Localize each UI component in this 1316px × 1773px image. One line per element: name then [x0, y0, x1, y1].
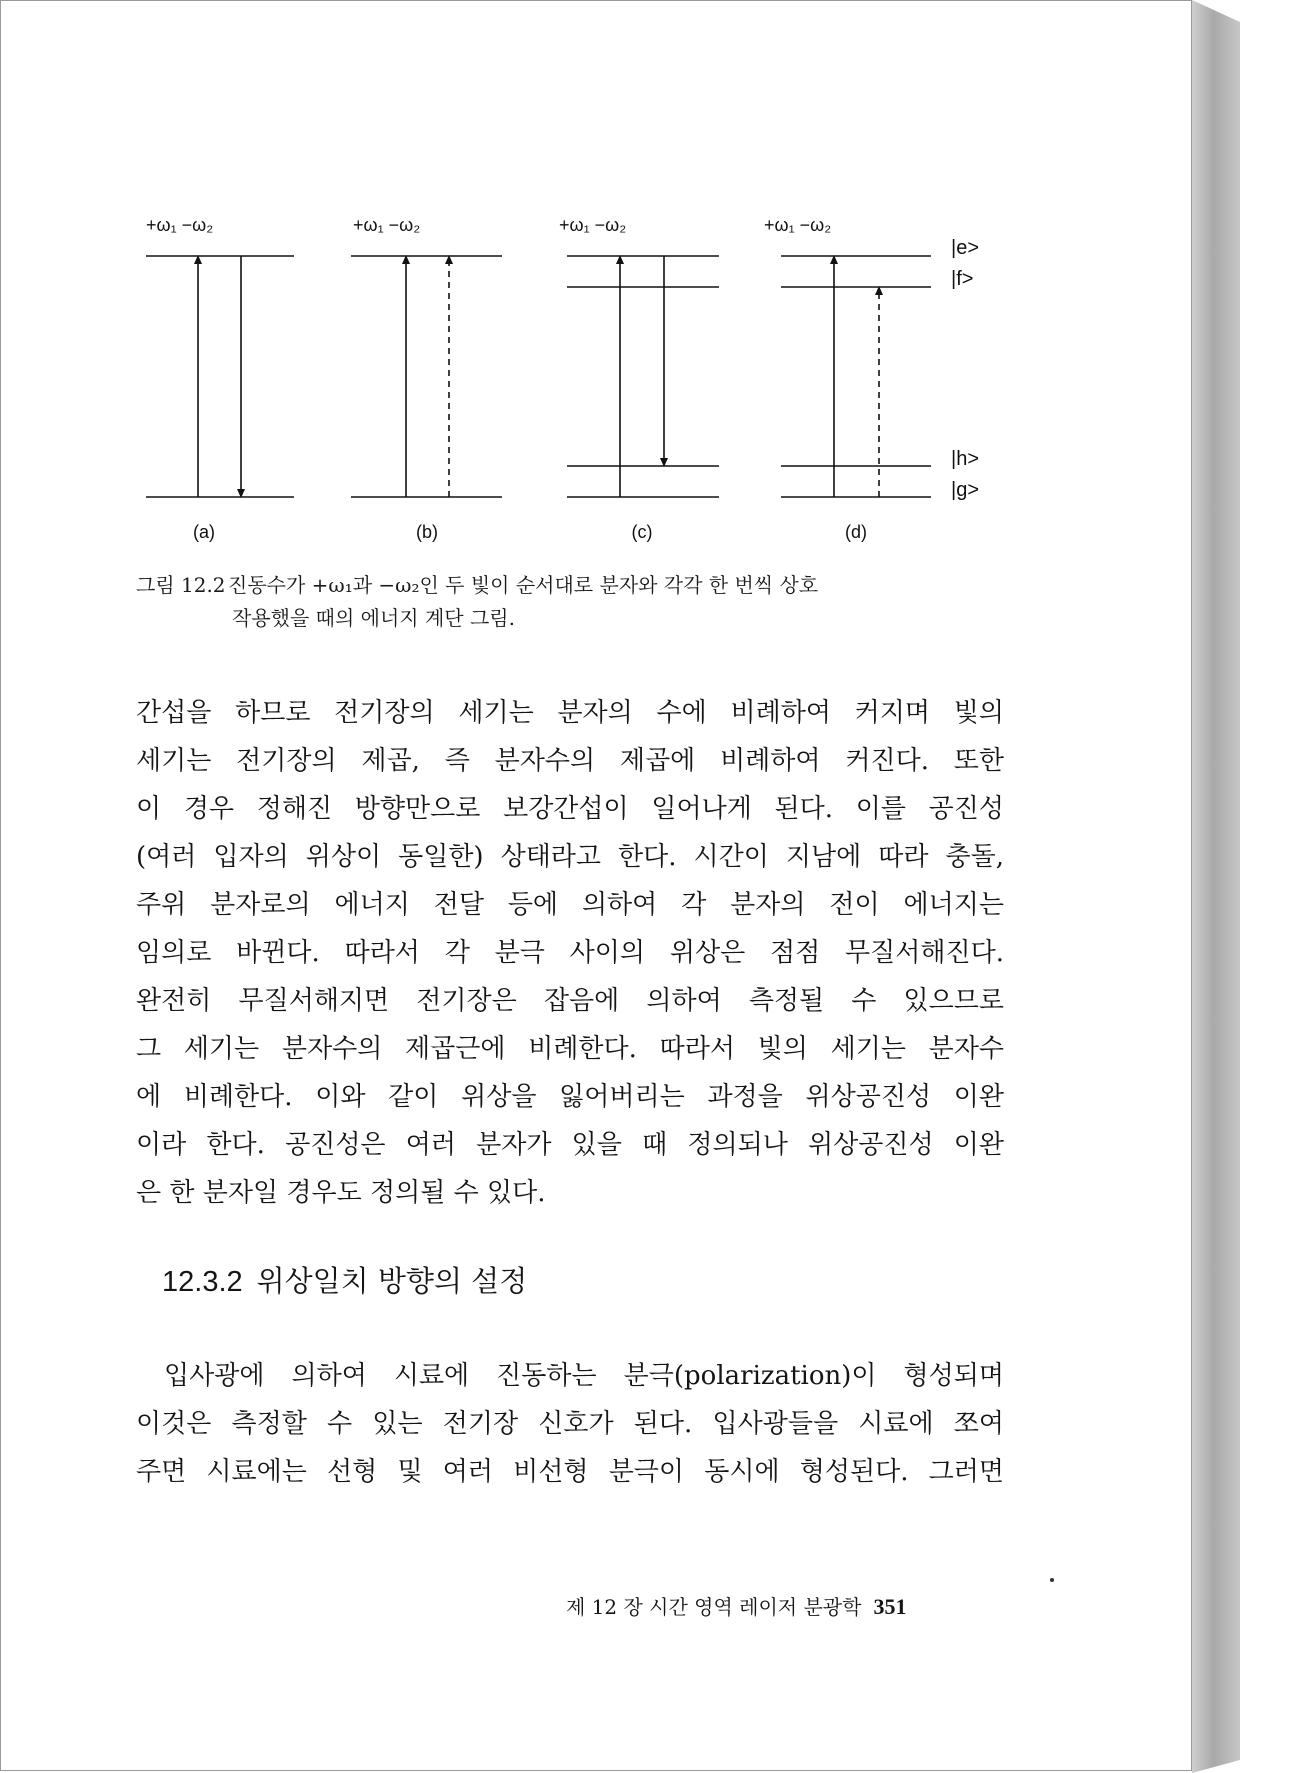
paragraph-1-line: 완전히 무질서해지면 전기장은 잡음에 의하여 측정될 수 있으므로 [136, 986, 1004, 1016]
paragraph-1-line: 이라 한다. 공진성은 여러 분자가 있을 때 정의되나 위상공진성 이완 [136, 1130, 1004, 1160]
paragraph-1-line: 임의로 바뀐다. 따라서 각 분극 사이의 위상은 점점 무질서해진다. [136, 938, 1004, 968]
panel-label-c: (c) [631, 522, 653, 542]
state-label-h: |h> [951, 448, 979, 470]
panel-label-d: (d) [845, 522, 867, 542]
caption-line-2: 작용했을 때의 에너지 계단 그림. [232, 606, 515, 630]
caption-label: 그림 12.2 [136, 573, 226, 597]
panel-label-a: (a) [193, 522, 215, 542]
section-title: 위상일치 방향의 설정 [256, 1264, 528, 1298]
caption-text-1: 진동수가 +ω₁과 −ω₂인 두 빛이 순서대로 분자와 각각 한 번씩 상호 [228, 573, 819, 597]
paragraph-1-line: 은 한 분자일 경우도 정의될 수 있다. [136, 1178, 546, 1208]
paragraph-1-line: 주위 분자로의 에너지 전달 등에 의하여 각 분자의 전이 에너지는 [136, 890, 1004, 920]
paragraph-1-line: 에 비례한다. 이와 같이 위상을 잃어버리는 과정을 위상공진성 이완 [136, 1082, 1004, 1112]
page-number: 351 [873, 1594, 907, 1619]
panel-label-b: (b) [416, 522, 438, 542]
paragraph-2 [136, 1352, 1004, 1496]
running-footer [566, 1591, 906, 1620]
freq-label-d: +ω₁ −ω₂ [764, 215, 832, 235]
paragraph-1-line: 이 경우 정해진 방향만으로 보강간섭이 일어나게 된다. 이를 공진성 [136, 794, 1004, 824]
paragraph-1-line: 세기는 전기장의 제곱, 즉 분자수의 제곱에 비례하여 커진다. 또한 [136, 746, 1004, 776]
state-label-e: |e> [951, 237, 979, 259]
section-number: 12.3.2 [162, 1266, 243, 1298]
paragraph-1-line: 간섭을 하므로 전기장의 세기는 분자의 수에 비례하여 커지며 빛의 [136, 698, 1004, 728]
scan-speck [1050, 1578, 1054, 1582]
state-label-f: |f> [951, 268, 974, 290]
paragraph-1 [136, 689, 1004, 1217]
energy-level-figure [131, 211, 1011, 551]
freq-label-c: +ω₁ −ω₂ [559, 215, 627, 235]
page-edge-shadow [1192, 0, 1240, 1773]
freq-label-a: +ω₁ −ω₂ [146, 215, 214, 235]
energy-level-diagram [131, 211, 1011, 551]
paragraph-2-line: 이것은 측정할 수 있는 전기장 신호가 된다. 입사광들을 시료에 쪼여 [136, 1409, 1004, 1439]
caption-line-1 [136, 569, 1006, 602]
figure-caption [136, 569, 1006, 635]
paragraph-1-line: 그 세기는 분자수의 제곱근에 비례한다. 따라서 빛의 세기는 분자수 [136, 1034, 1004, 1064]
chapter-title: 제 12 장 시간 영역 레이저 분광학 [566, 1595, 862, 1619]
paragraph-2-line: 주면 시료에는 선형 및 여러 비선형 분극이 동시에 형성된다. 그러면 [136, 1457, 1004, 1487]
section-heading [162, 1259, 527, 1300]
state-label-g: |g> [951, 479, 979, 501]
freq-label-b: +ω₁ −ω₂ [353, 215, 421, 235]
paragraph-2-line: 입사광에 의하여 시료에 진동하는 분극(polarization)이 형성되며 [164, 1361, 1004, 1391]
paragraph-1-line: (여러 입자의 위상이 동일한) 상태라고 한다. 시간이 지남에 따라 충돌, [136, 842, 1004, 872]
